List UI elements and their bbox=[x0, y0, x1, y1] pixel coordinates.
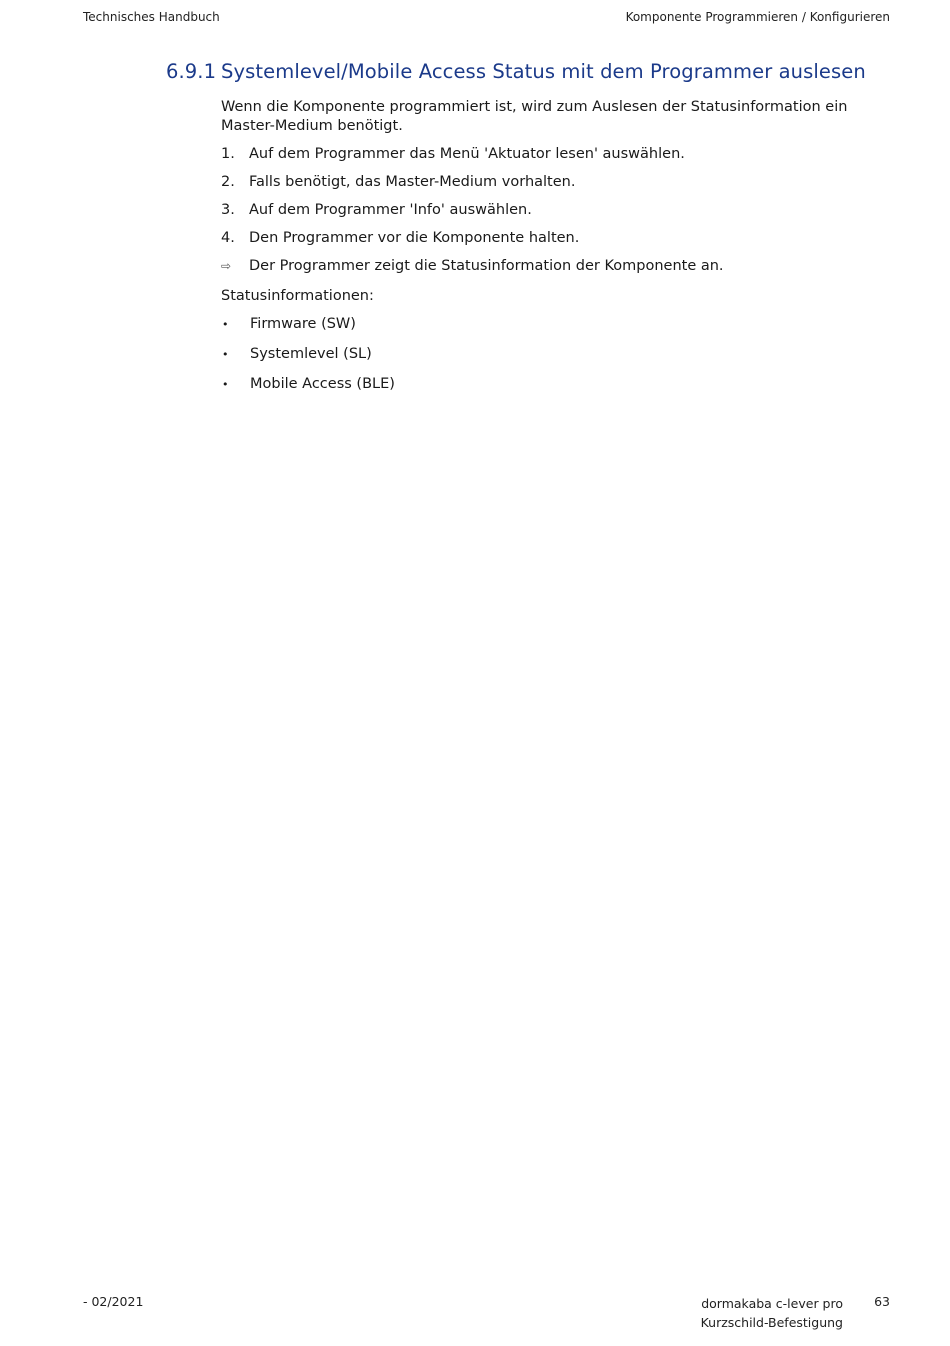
step-text: Den Programmer vor die Komponente halten. bbox=[249, 230, 580, 246]
status-label: Statusinformationen: bbox=[221, 288, 374, 304]
bullet-icon: • bbox=[222, 378, 229, 391]
footer-product-variant: Kurzschild-Befestigung bbox=[700, 1315, 843, 1330]
step-item bbox=[221, 173, 861, 192]
status-item-text: Mobile Access (BLE) bbox=[250, 376, 395, 392]
step-result bbox=[221, 257, 861, 276]
step-number: 1. bbox=[221, 146, 235, 162]
step-number: 4. bbox=[221, 230, 235, 246]
footer-product-name: dormakaba c-lever pro bbox=[701, 1296, 843, 1311]
intro-paragraph: Wenn die Komponente programmiert ist, wird zum Auslesen der Statusinformation ein Master-Medium benötigt. bbox=[221, 99, 848, 134]
status-list-item bbox=[221, 375, 861, 394]
bullet-icon: • bbox=[222, 318, 229, 331]
section-body bbox=[221, 98, 861, 405]
section-heading bbox=[166, 60, 866, 83]
page-number: 63 bbox=[874, 1294, 890, 1309]
footer-date: - 02/2021 bbox=[83, 1294, 144, 1309]
footer-product bbox=[701, 1294, 843, 1332]
step-text: Auf dem Programmer 'Info' auswählen. bbox=[249, 202, 532, 218]
step-text: Falls benötigt, das Master-Medium vorhalten. bbox=[249, 174, 576, 190]
result-arrow-icon: ⇨ bbox=[221, 259, 232, 273]
status-item-text: Systemlevel (SL) bbox=[250, 346, 372, 362]
step-text: Auf dem Programmer das Menü 'Aktuator lesen' auswählen. bbox=[249, 146, 685, 162]
header-chapter-title: Komponente Programmieren / Konfigurieren bbox=[625, 10, 890, 24]
step-number: 3. bbox=[221, 202, 235, 218]
step-item bbox=[221, 145, 861, 164]
status-list-item bbox=[221, 315, 861, 334]
status-list-item bbox=[221, 345, 861, 364]
section-number: 6.9.1 bbox=[166, 60, 217, 83]
status-item-text: Firmware (SW) bbox=[250, 316, 356, 332]
bullet-icon: • bbox=[222, 348, 229, 361]
header-document-title: Technisches Handbuch bbox=[83, 10, 220, 24]
step-item bbox=[221, 229, 861, 248]
step-item bbox=[221, 201, 861, 220]
step-number: 2. bbox=[221, 174, 235, 190]
result-text: Der Programmer zeigt die Statusinformation der Komponente an. bbox=[249, 258, 724, 274]
section-title-text: Systemlevel/Mobile Access Status mit dem Programmer auslesen bbox=[221, 60, 866, 83]
